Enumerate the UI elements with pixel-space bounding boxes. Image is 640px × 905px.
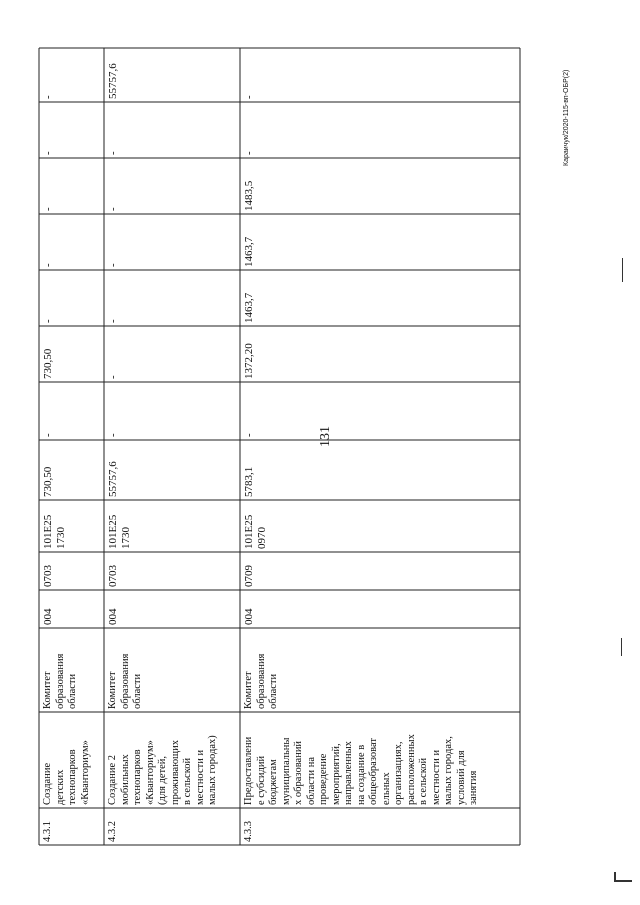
margin-mark	[622, 258, 623, 282]
cell-year-2021: 1463,7	[243, 292, 255, 323]
cell-year-2023: -	[42, 207, 54, 211]
cell-year-2019: -	[42, 433, 54, 437]
cell-row-number: 4.3.3	[243, 821, 254, 842]
cell-target-article: 101Е25 0970	[243, 514, 268, 549]
cell-total-amount: 730,50	[42, 466, 54, 497]
cell-executor: Комитет образования области	[107, 653, 143, 709]
document-code: Караичук/2020-115-вп-ОБР(2)	[563, 69, 570, 166]
margin-mark	[614, 880, 632, 882]
cell-total-amount: 55757,6	[107, 461, 119, 497]
cell-year-2023: -	[107, 207, 119, 211]
cell-total-amount: 5783,1	[243, 466, 255, 497]
cell-year-2021: -	[42, 319, 54, 323]
cell-section-code: 0703	[107, 565, 119, 587]
cell-target-article: 101Е25 1730	[42, 514, 67, 549]
cell-event-name: Предоставлени е субсидий бюджетам муниципальны х образований области на проведение мероприятий, направленных на создание в общеобразоват ельных организациях, расположенных в сельской местности и малых городах, условий для занятия	[243, 734, 479, 805]
page-number: 131	[318, 426, 333, 447]
cell-year-2021: -	[107, 319, 119, 323]
cell-target-article: 101Е25 1730	[107, 514, 132, 549]
cell-year-2020: -	[107, 375, 119, 379]
cell-year-2019: -	[107, 433, 119, 437]
cell-grbs-code: 004	[243, 608, 255, 625]
cell-year-2023: 1483,5	[243, 180, 255, 211]
cell-section-code: 0709	[243, 565, 255, 587]
cell-year-2022: -	[107, 263, 119, 267]
cell-year-2022: -	[42, 263, 54, 267]
margin-mark	[621, 638, 622, 656]
cell-year-2025: 55757,6	[107, 63, 119, 99]
cell-year-2025: -	[42, 95, 54, 99]
cell-row-number: 4.3.1	[42, 821, 53, 842]
cell-event-name: Создание 2 мобильных технопарков «Кванториум» (для детей, проживающих в сельской местности и малых городах)	[107, 735, 218, 805]
cell-section-code: 0703	[42, 565, 54, 587]
cell-row-number: 4.3.2	[107, 821, 118, 842]
cell-grbs-code: 004	[107, 608, 119, 625]
cell-year-2019: -	[243, 433, 255, 437]
cell-event-name: Создание детских технопарков «Кванториум»	[42, 740, 91, 805]
cell-executor: Комитет образования области	[42, 653, 78, 709]
margin-mark	[614, 872, 616, 882]
cell-year-2024: -	[107, 151, 119, 155]
cell-year-2022: 1463,7	[243, 236, 255, 267]
cell-year-2025: -	[243, 95, 255, 99]
cell-year-2020: 1372,20	[243, 343, 255, 379]
cell-grbs-code: 004	[42, 608, 54, 625]
cell-year-2024: -	[243, 151, 255, 155]
cell-year-2024: -	[42, 151, 54, 155]
cell-year-2020: 730,50	[42, 348, 54, 379]
cell-executor: Комитет образования области	[243, 653, 279, 709]
